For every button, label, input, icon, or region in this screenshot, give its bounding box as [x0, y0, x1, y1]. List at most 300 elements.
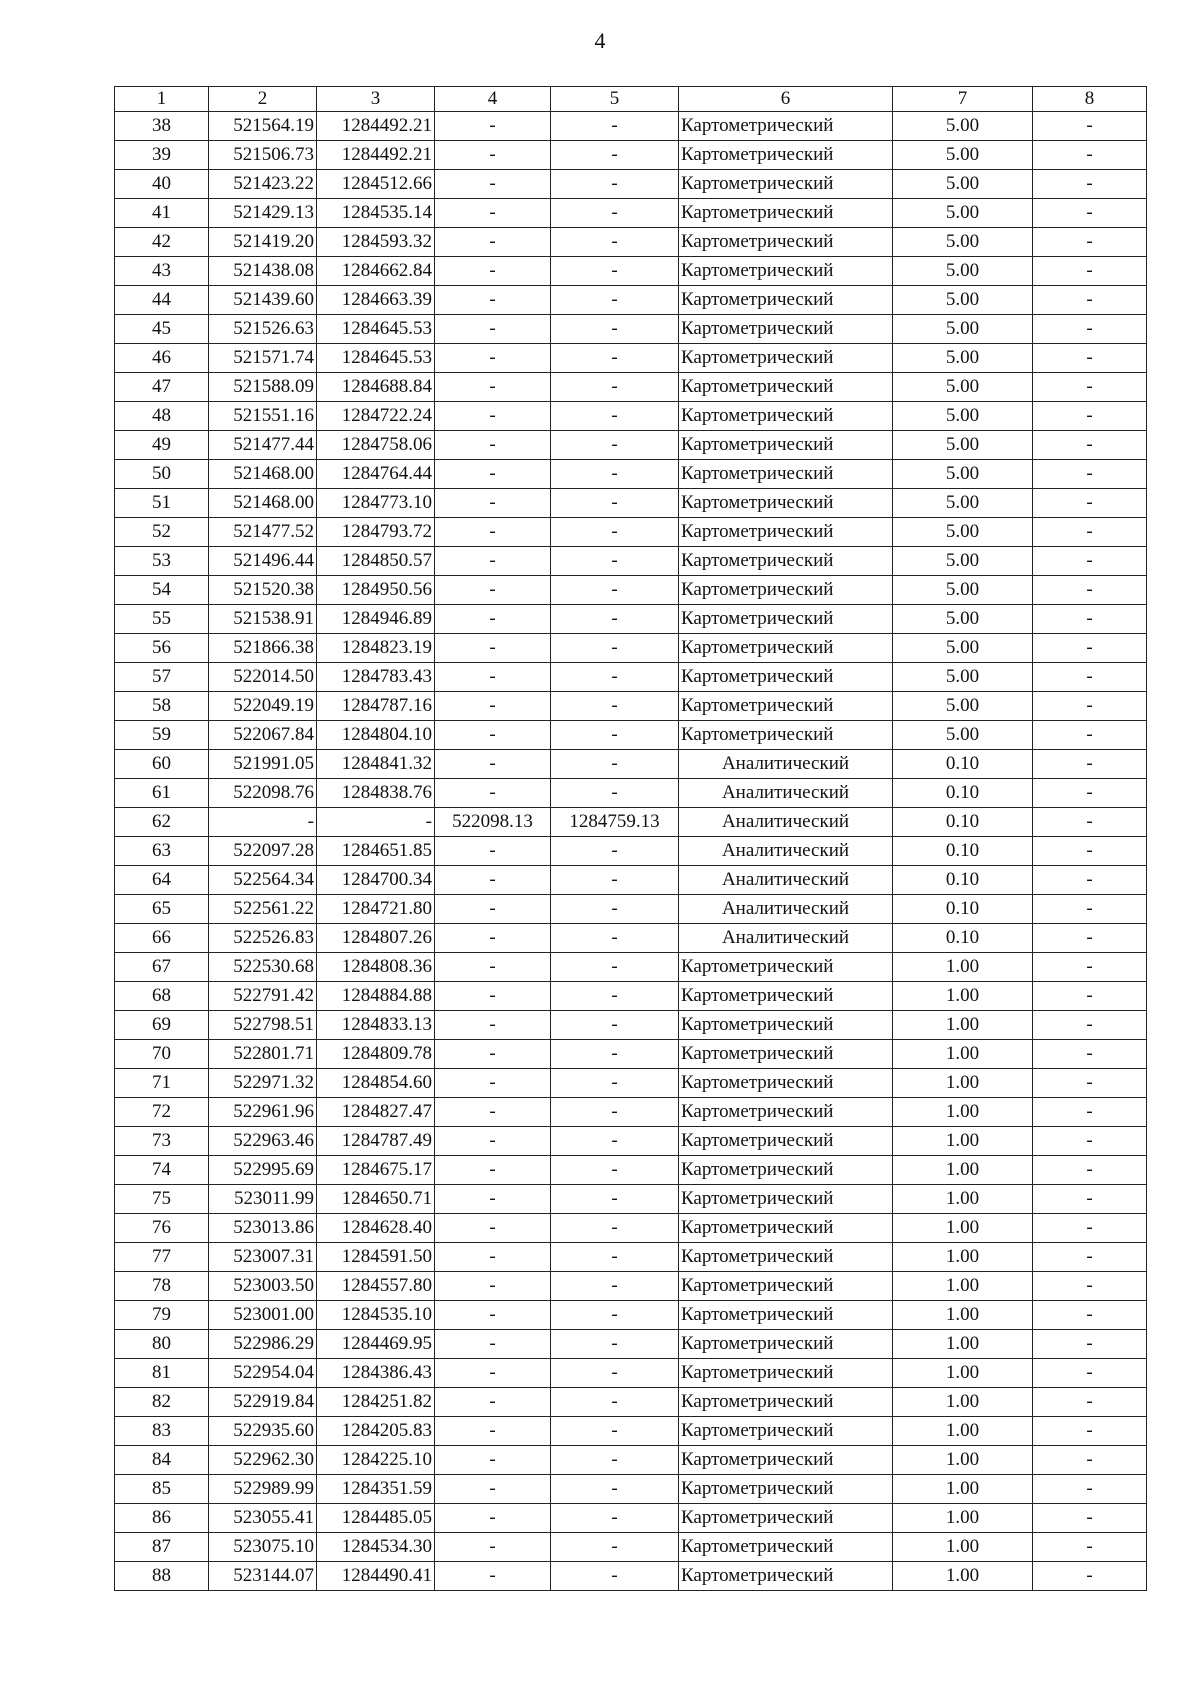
- point-number-cell: 77: [115, 1243, 209, 1272]
- note-cell: -: [1033, 257, 1147, 286]
- y-coordinate-cell: 1284721.80: [317, 895, 435, 924]
- y-alt-coordinate-cell: -: [551, 692, 679, 721]
- x-alt-coordinate-cell: -: [435, 1475, 551, 1504]
- x-coordinate-cell: 521438.08: [209, 257, 317, 286]
- x-coordinate-cell: 522526.83: [209, 924, 317, 953]
- point-number-cell: 71: [115, 1069, 209, 1098]
- note-cell: -: [1033, 1272, 1147, 1301]
- x-alt-coordinate-cell: -: [435, 286, 551, 315]
- accuracy-cell: 5.00: [893, 286, 1033, 315]
- method-cell: Картометрический: [679, 1214, 893, 1243]
- table-row: [115, 1011, 1147, 1040]
- y-alt-coordinate-cell: -: [551, 286, 679, 315]
- y-coordinate-cell: 1284793.72: [317, 518, 435, 547]
- column-header-7: 7: [893, 87, 1033, 112]
- note-cell: -: [1033, 344, 1147, 373]
- point-number-cell: 45: [115, 315, 209, 344]
- method-cell: Картометрический: [679, 1011, 893, 1040]
- y-alt-coordinate-cell: -: [551, 199, 679, 228]
- note-cell: -: [1033, 1417, 1147, 1446]
- method-cell: Картометрический: [679, 257, 893, 286]
- table-row: [115, 1098, 1147, 1127]
- y-alt-coordinate-cell: -: [551, 373, 679, 402]
- x-coordinate-cell: 521551.16: [209, 402, 317, 431]
- accuracy-cell: 1.00: [893, 1011, 1033, 1040]
- point-number-cell: 84: [115, 1446, 209, 1475]
- accuracy-cell: 1.00: [893, 1562, 1033, 1591]
- table-row: [115, 924, 1147, 953]
- y-alt-coordinate-cell: -: [551, 141, 679, 170]
- method-cell: Картометрический: [679, 1475, 893, 1504]
- y-alt-coordinate-cell: -: [551, 1272, 679, 1301]
- x-alt-coordinate-cell: -: [435, 228, 551, 257]
- table-row: [115, 1272, 1147, 1301]
- table-row: [115, 866, 1147, 895]
- x-coordinate-cell: 523013.86: [209, 1214, 317, 1243]
- method-cell: Картометрический: [679, 1127, 893, 1156]
- y-coordinate-cell: 1284773.10: [317, 489, 435, 518]
- y-alt-coordinate-cell: -: [551, 982, 679, 1011]
- x-alt-coordinate-cell: -: [435, 721, 551, 750]
- y-alt-coordinate-cell: -: [551, 866, 679, 895]
- accuracy-cell: 1.00: [893, 1185, 1033, 1214]
- table-row: [115, 1127, 1147, 1156]
- table-row: [115, 518, 1147, 547]
- accuracy-cell: 5.00: [893, 518, 1033, 547]
- method-cell: Картометрический: [679, 286, 893, 315]
- table-row: [115, 837, 1147, 866]
- x-coordinate-cell: 521419.20: [209, 228, 317, 257]
- x-alt-coordinate-cell: -: [435, 1040, 551, 1069]
- x-coordinate-cell: 522097.28: [209, 837, 317, 866]
- note-cell: -: [1033, 170, 1147, 199]
- point-number-cell: 88: [115, 1562, 209, 1591]
- method-cell: Картометрический: [679, 373, 893, 402]
- y-alt-coordinate-cell: -: [551, 228, 679, 257]
- y-alt-coordinate-cell: -: [551, 1301, 679, 1330]
- point-number-cell: 40: [115, 170, 209, 199]
- x-alt-coordinate-cell: -: [435, 837, 551, 866]
- y-coordinate-cell: 1284688.84: [317, 373, 435, 402]
- note-cell: -: [1033, 1185, 1147, 1214]
- column-header-6: 6: [679, 87, 893, 112]
- x-alt-coordinate-cell: -: [435, 1446, 551, 1475]
- point-number-cell: 50: [115, 460, 209, 489]
- y-coordinate-cell: 1284593.32: [317, 228, 435, 257]
- x-coordinate-cell: 522989.99: [209, 1475, 317, 1504]
- y-coordinate-cell: 1284651.85: [317, 837, 435, 866]
- x-alt-coordinate-cell: -: [435, 1156, 551, 1185]
- y-coordinate-cell: 1284663.39: [317, 286, 435, 315]
- y-coordinate-cell: 1284833.13: [317, 1011, 435, 1040]
- note-cell: -: [1033, 1040, 1147, 1069]
- accuracy-cell: 0.10: [893, 808, 1033, 837]
- y-coordinate-cell: 1284386.43: [317, 1359, 435, 1388]
- x-coordinate-cell: 523007.31: [209, 1243, 317, 1272]
- x-alt-coordinate-cell: -: [435, 605, 551, 634]
- method-cell: Картометрический: [679, 1330, 893, 1359]
- point-number-cell: 49: [115, 431, 209, 460]
- x-alt-coordinate-cell: -: [435, 1330, 551, 1359]
- y-coordinate-cell: 1284645.53: [317, 315, 435, 344]
- accuracy-cell: 1.00: [893, 1330, 1033, 1359]
- method-cell: Аналитический: [679, 924, 893, 953]
- y-alt-coordinate-cell: -: [551, 1533, 679, 1562]
- method-cell: Картометрический: [679, 1040, 893, 1069]
- table-row: [115, 199, 1147, 228]
- x-coordinate-cell: 521520.38: [209, 576, 317, 605]
- table-row: [115, 895, 1147, 924]
- table-row: [115, 170, 1147, 199]
- x-coordinate-cell: 521429.13: [209, 199, 317, 228]
- x-coordinate-cell: 521423.22: [209, 170, 317, 199]
- point-number-cell: 56: [115, 634, 209, 663]
- table-row: [115, 1069, 1147, 1098]
- y-alt-coordinate-cell: -: [551, 1214, 679, 1243]
- method-cell: Аналитический: [679, 779, 893, 808]
- table-row: [115, 1533, 1147, 1562]
- method-cell: Картометрический: [679, 692, 893, 721]
- x-coordinate-cell: 521506.73: [209, 141, 317, 170]
- y-alt-coordinate-cell: -: [551, 1417, 679, 1446]
- accuracy-cell: 5.00: [893, 431, 1033, 460]
- note-cell: -: [1033, 692, 1147, 721]
- y-alt-coordinate-cell: -: [551, 489, 679, 518]
- method-cell: Картометрический: [679, 1069, 893, 1098]
- x-alt-coordinate-cell: -: [435, 460, 551, 489]
- point-number-cell: 58: [115, 692, 209, 721]
- method-cell: Картометрический: [679, 1446, 893, 1475]
- accuracy-cell: 0.10: [893, 895, 1033, 924]
- table-row: [115, 750, 1147, 779]
- method-cell: Картометрический: [679, 170, 893, 199]
- point-number-cell: 42: [115, 228, 209, 257]
- method-cell: Картометрический: [679, 315, 893, 344]
- accuracy-cell: 1.00: [893, 1214, 1033, 1243]
- point-number-cell: 48: [115, 402, 209, 431]
- y-coordinate-cell: 1284807.26: [317, 924, 435, 953]
- x-alt-coordinate-cell: -: [435, 1504, 551, 1533]
- note-cell: -: [1033, 1359, 1147, 1388]
- x-alt-coordinate-cell: -: [435, 1417, 551, 1446]
- accuracy-cell: 5.00: [893, 141, 1033, 170]
- y-coordinate-cell: 1284628.40: [317, 1214, 435, 1243]
- x-alt-coordinate-cell: -: [435, 1562, 551, 1591]
- x-alt-coordinate-cell: -: [435, 779, 551, 808]
- x-alt-coordinate-cell: -: [435, 1533, 551, 1562]
- table-row: [115, 431, 1147, 460]
- y-coordinate-cell: 1284950.56: [317, 576, 435, 605]
- point-number-cell: 75: [115, 1185, 209, 1214]
- point-number-cell: 39: [115, 141, 209, 170]
- x-coordinate-cell: 521526.63: [209, 315, 317, 344]
- y-alt-coordinate-cell: -: [551, 1185, 679, 1214]
- note-cell: -: [1033, 837, 1147, 866]
- x-alt-coordinate-cell: -: [435, 663, 551, 692]
- y-alt-coordinate-cell: -: [551, 576, 679, 605]
- method-cell: Картометрический: [679, 460, 893, 489]
- x-coordinate-cell: 522801.71: [209, 1040, 317, 1069]
- table-row: [115, 663, 1147, 692]
- accuracy-cell: 5.00: [893, 344, 1033, 373]
- y-coordinate-cell: 1284535.10: [317, 1301, 435, 1330]
- x-coordinate-cell: 522962.30: [209, 1446, 317, 1475]
- x-coordinate-cell: 522791.42: [209, 982, 317, 1011]
- y-coordinate-cell: 1284946.89: [317, 605, 435, 634]
- x-coordinate-cell: 521538.91: [209, 605, 317, 634]
- note-cell: -: [1033, 924, 1147, 953]
- y-coordinate-cell: 1284758.06: [317, 431, 435, 460]
- table-body: [115, 112, 1147, 1591]
- y-coordinate-cell: 1284351.59: [317, 1475, 435, 1504]
- y-alt-coordinate-cell: -: [551, 402, 679, 431]
- method-cell: Картометрический: [679, 431, 893, 460]
- column-header-5: 5: [551, 87, 679, 112]
- y-alt-coordinate-cell: -: [551, 953, 679, 982]
- column-header-8: 8: [1033, 87, 1147, 112]
- x-alt-coordinate-cell: -: [435, 1098, 551, 1127]
- y-coordinate-cell: 1284850.57: [317, 547, 435, 576]
- method-cell: Картометрический: [679, 634, 893, 663]
- y-alt-coordinate-cell: -: [551, 1040, 679, 1069]
- method-cell: Картометрический: [679, 721, 893, 750]
- y-coordinate-cell: 1284841.32: [317, 750, 435, 779]
- x-coordinate-cell: 522961.96: [209, 1098, 317, 1127]
- accuracy-cell: 5.00: [893, 257, 1033, 286]
- y-coordinate-cell: -: [317, 808, 435, 837]
- x-coordinate-cell: 521468.00: [209, 489, 317, 518]
- x-coordinate-cell: 522798.51: [209, 1011, 317, 1040]
- note-cell: -: [1033, 1156, 1147, 1185]
- y-coordinate-cell: 1284485.05: [317, 1504, 435, 1533]
- note-cell: -: [1033, 1504, 1147, 1533]
- note-cell: -: [1033, 1214, 1147, 1243]
- y-alt-coordinate-cell: -: [551, 1388, 679, 1417]
- point-number-cell: 57: [115, 663, 209, 692]
- x-alt-coordinate-cell: -: [435, 199, 551, 228]
- point-number-cell: 65: [115, 895, 209, 924]
- x-alt-coordinate-cell: -: [435, 576, 551, 605]
- point-number-cell: 72: [115, 1098, 209, 1127]
- note-cell: -: [1033, 489, 1147, 518]
- table-row: [115, 1301, 1147, 1330]
- x-alt-coordinate-cell: -: [435, 1185, 551, 1214]
- x-alt-coordinate-cell: -: [435, 141, 551, 170]
- note-cell: -: [1033, 1098, 1147, 1127]
- point-number-cell: 46: [115, 344, 209, 373]
- x-coordinate-cell: 521439.60: [209, 286, 317, 315]
- y-alt-coordinate-cell: -: [551, 170, 679, 199]
- point-number-cell: 64: [115, 866, 209, 895]
- y-alt-coordinate-cell: -: [551, 750, 679, 779]
- point-number-cell: 38: [115, 112, 209, 141]
- method-cell: Картометрический: [679, 1504, 893, 1533]
- x-coordinate-cell: 522564.34: [209, 866, 317, 895]
- y-alt-coordinate-cell: -: [551, 721, 679, 750]
- y-alt-coordinate-cell: -: [551, 112, 679, 141]
- y-alt-coordinate-cell: -: [551, 924, 679, 953]
- x-coordinate-cell: 522049.19: [209, 692, 317, 721]
- accuracy-cell: 1.00: [893, 1533, 1033, 1562]
- x-alt-coordinate-cell: -: [435, 982, 551, 1011]
- method-cell: Картометрический: [679, 1185, 893, 1214]
- method-cell: Картометрический: [679, 1243, 893, 1272]
- table-row: [115, 1185, 1147, 1214]
- x-alt-coordinate-cell: -: [435, 634, 551, 663]
- y-coordinate-cell: 1284492.21: [317, 141, 435, 170]
- method-cell: Картометрический: [679, 1301, 893, 1330]
- x-alt-coordinate-cell: -: [435, 1127, 551, 1156]
- x-coordinate-cell: 521477.52: [209, 518, 317, 547]
- point-number-cell: 78: [115, 1272, 209, 1301]
- x-coordinate-cell: 522935.60: [209, 1417, 317, 1446]
- note-cell: -: [1033, 721, 1147, 750]
- table-row: [115, 460, 1147, 489]
- note-cell: -: [1033, 286, 1147, 315]
- y-alt-coordinate-cell: -: [551, 1243, 679, 1272]
- accuracy-cell: 1.00: [893, 1446, 1033, 1475]
- y-alt-coordinate-cell: -: [551, 1475, 679, 1504]
- x-alt-coordinate-cell: -: [435, 750, 551, 779]
- accuracy-cell: 1.00: [893, 1417, 1033, 1446]
- table-row: [115, 1214, 1147, 1243]
- note-cell: -: [1033, 1069, 1147, 1098]
- y-alt-coordinate-cell: -: [551, 895, 679, 924]
- table-row: [115, 1562, 1147, 1591]
- accuracy-cell: 5.00: [893, 489, 1033, 518]
- point-number-cell: 82: [115, 1388, 209, 1417]
- point-number-cell: 61: [115, 779, 209, 808]
- y-coordinate-cell: 1284787.16: [317, 692, 435, 721]
- method-cell: Картометрический: [679, 1533, 893, 1562]
- point-number-cell: 87: [115, 1533, 209, 1562]
- x-coordinate-cell: 523003.50: [209, 1272, 317, 1301]
- point-number-cell: 54: [115, 576, 209, 605]
- table-row: [115, 1388, 1147, 1417]
- x-coordinate-cell: 522530.68: [209, 953, 317, 982]
- x-coordinate-cell: 521991.05: [209, 750, 317, 779]
- note-cell: -: [1033, 779, 1147, 808]
- method-cell: Картометрический: [679, 1562, 893, 1591]
- point-number-cell: 83: [115, 1417, 209, 1446]
- note-cell: -: [1033, 576, 1147, 605]
- point-number-cell: 80: [115, 1330, 209, 1359]
- column-header-3: 3: [317, 87, 435, 112]
- note-cell: -: [1033, 663, 1147, 692]
- x-coordinate-cell: 521477.44: [209, 431, 317, 460]
- note-cell: -: [1033, 982, 1147, 1011]
- point-number-cell: 66: [115, 924, 209, 953]
- x-coordinate-cell: 522919.84: [209, 1388, 317, 1417]
- x-alt-coordinate-cell: -: [435, 895, 551, 924]
- note-cell: -: [1033, 1011, 1147, 1040]
- table-row: [115, 1504, 1147, 1533]
- note-cell: -: [1033, 1127, 1147, 1156]
- method-cell: Картометрический: [679, 141, 893, 170]
- accuracy-cell: 5.00: [893, 402, 1033, 431]
- method-cell: Картометрический: [679, 1417, 893, 1446]
- table-row: [115, 228, 1147, 257]
- x-coordinate-cell: 521468.00: [209, 460, 317, 489]
- x-coordinate-cell: 521496.44: [209, 547, 317, 576]
- table-row: [115, 402, 1147, 431]
- accuracy-cell: 0.10: [893, 866, 1033, 895]
- accuracy-cell: 0.10: [893, 750, 1033, 779]
- x-alt-coordinate-cell: -: [435, 373, 551, 402]
- y-alt-coordinate-cell: -: [551, 779, 679, 808]
- x-coordinate-cell: 522954.04: [209, 1359, 317, 1388]
- method-cell: Картометрический: [679, 402, 893, 431]
- y-alt-coordinate-cell: -: [551, 1127, 679, 1156]
- y-coordinate-cell: 1284783.43: [317, 663, 435, 692]
- accuracy-cell: 1.00: [893, 1040, 1033, 1069]
- x-alt-coordinate-cell: -: [435, 344, 551, 373]
- x-alt-coordinate-cell: -: [435, 518, 551, 547]
- accuracy-cell: 0.10: [893, 779, 1033, 808]
- point-number-cell: 55: [115, 605, 209, 634]
- y-coordinate-cell: 1284838.76: [317, 779, 435, 808]
- accuracy-cell: 1.00: [893, 1504, 1033, 1533]
- accuracy-cell: 5.00: [893, 721, 1033, 750]
- note-cell: -: [1033, 1301, 1147, 1330]
- y-coordinate-cell: 1284225.10: [317, 1446, 435, 1475]
- point-number-cell: 67: [115, 953, 209, 982]
- x-alt-coordinate-cell: -: [435, 1388, 551, 1417]
- accuracy-cell: 1.00: [893, 1272, 1033, 1301]
- x-coordinate-cell: 523055.41: [209, 1504, 317, 1533]
- method-cell: Картометрический: [679, 489, 893, 518]
- table-row: [115, 1330, 1147, 1359]
- coordinates-table: [114, 86, 1147, 1591]
- table-header-row: [115, 87, 1147, 112]
- y-alt-coordinate-cell: -: [551, 315, 679, 344]
- accuracy-cell: 1.00: [893, 1475, 1033, 1504]
- table-row: [115, 1417, 1147, 1446]
- accuracy-cell: 5.00: [893, 170, 1033, 199]
- method-cell: Аналитический: [679, 808, 893, 837]
- point-number-cell: 60: [115, 750, 209, 779]
- y-coordinate-cell: 1284645.53: [317, 344, 435, 373]
- y-coordinate-cell: 1284722.24: [317, 402, 435, 431]
- y-alt-coordinate-cell: -: [551, 1562, 679, 1591]
- x-alt-coordinate-cell: 522098.13: [435, 808, 551, 837]
- y-alt-coordinate-cell: -: [551, 1069, 679, 1098]
- y-coordinate-cell: 1284512.66: [317, 170, 435, 199]
- y-alt-coordinate-cell: -: [551, 1098, 679, 1127]
- point-number-cell: 63: [115, 837, 209, 866]
- accuracy-cell: 5.00: [893, 373, 1033, 402]
- x-alt-coordinate-cell: -: [435, 257, 551, 286]
- x-coordinate-cell: 521588.09: [209, 373, 317, 402]
- table-row: [115, 344, 1147, 373]
- y-coordinate-cell: 1284251.82: [317, 1388, 435, 1417]
- note-cell: -: [1033, 402, 1147, 431]
- y-alt-coordinate-cell: -: [551, 1359, 679, 1388]
- table-row: [115, 953, 1147, 982]
- accuracy-cell: 1.00: [893, 1098, 1033, 1127]
- x-alt-coordinate-cell: -: [435, 1359, 551, 1388]
- point-number-cell: 81: [115, 1359, 209, 1388]
- accuracy-cell: 5.00: [893, 634, 1033, 663]
- note-cell: -: [1033, 1243, 1147, 1272]
- table-row: [115, 1243, 1147, 1272]
- method-cell: Картометрический: [679, 1359, 893, 1388]
- y-coordinate-cell: 1284490.41: [317, 1562, 435, 1591]
- y-coordinate-cell: 1284804.10: [317, 721, 435, 750]
- accuracy-cell: 5.00: [893, 315, 1033, 344]
- point-number-cell: 70: [115, 1040, 209, 1069]
- accuracy-cell: 1.00: [893, 1069, 1033, 1098]
